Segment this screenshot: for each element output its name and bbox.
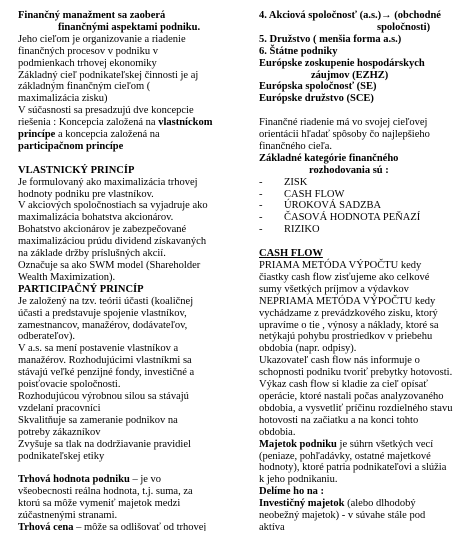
form-statne: 6. Štátne podniky [259, 45, 338, 57]
trhova-cena-term: Trhová cena [18, 521, 74, 531]
intro-line: podmienkach trhovej ekonomiky [18, 57, 157, 69]
koncepcie-bold-participacny: participačnom princípe [18, 140, 124, 152]
intro-title-line1: Finančný manažment sa zaoberá [18, 10, 166, 21]
cashflow-heading: CASH FLOW [259, 248, 323, 260]
investicny-line2: neobežný majetok) - v súvahe stále pod [259, 510, 426, 522]
vlastnicky-line: na základe držby príslušných akcií. [18, 248, 166, 260]
cashflow-line: upravíme o tie , výnosy a náklady, ktoré sa [259, 319, 439, 331]
cashflow-line: netýkajú pohybu prostriedkov v priebehu [259, 331, 433, 343]
form-ezhz: Európske zoskupenie hospodárskych [259, 57, 425, 69]
koncepcie-line [18, 117, 233, 129]
kriteria-item-riziko: - RIZIKO [259, 224, 464, 236]
form-akciova-cont: spoločnosti) [377, 21, 431, 33]
cashflow-line: Výkaz cash flow si kladie za cieľ opísať [259, 379, 428, 391]
vlastnicky-paragraph [18, 177, 233, 284]
kriteria-item-zisk: - ZISK [259, 177, 464, 189]
trhova-hodnota-dash: – je vo [129, 474, 162, 486]
participacny-line: Rozhodujúcou výrobnou silou sa stávajú [18, 390, 189, 402]
right-column [259, 10, 464, 531]
participacny-line: V a.s. sa mení postavenie vlastníkov a [18, 343, 179, 355]
trhova-line: zúčastnenými stranami. [18, 510, 118, 522]
investicny-term: Investičný majetok [259, 498, 345, 510]
cashflow-line: sumy všetkých príjmov a výdavkov [259, 283, 409, 295]
intro-paragraph [18, 34, 233, 153]
participacny-line: manažérov. Rozhodujúcimi vlastníkmi sa [18, 355, 192, 367]
vlastnicky-line: Označuje sa ako SWM model (Shareholder [18, 260, 201, 272]
delime-heading: Delíme ho na : [259, 486, 325, 498]
form-ezhz-cont: záujmov (EZHZ) [311, 69, 389, 81]
investicny-line [259, 498, 464, 510]
cashflow-line: obdobia (napr. odpisy). [259, 343, 357, 355]
kriteria-item-casova: - ČASOVÁ HODNOTA PEŇAZÍ [259, 212, 464, 224]
trhova-cena-rest: – môže sa odlišovať od trhovej [73, 521, 207, 531]
participacny-line: účasti a predstavuje spojenie vlastníkov, [18, 307, 187, 319]
vlastnicky-line: Bohatstvo akcionárov je zabezpečované [18, 224, 187, 236]
majetok-rest: je súhrn všetkých vecí [336, 438, 434, 450]
koncepcie-mid: a koncepcia založená na [55, 129, 160, 141]
vlastnicky-line: Wealth Maximization). [18, 271, 116, 283]
majetok-term: Majetok podniku [259, 438, 337, 450]
intro-line: Jeho cieľom je organizovanie a riadenie [18, 33, 186, 45]
majetok-detail: (peniaze, pohľadávky, ostatné majetkové [259, 450, 431, 462]
aktiva-line: aktíva [259, 521, 285, 531]
majetok-detail: hodnoty), ktoré patria podnikateľovi a slúžia [259, 462, 447, 474]
participacny-paragraph [18, 296, 233, 463]
participacny-line: poisťovacie spoločnosti. [18, 379, 121, 391]
kriteria-item-cashflow: - CASH FLOW [259, 189, 464, 201]
left-column [18, 10, 233, 531]
vlastnicky-line: Je formulovaný ako maximalizácia trhovej [18, 176, 198, 188]
cashflow-line: čiastky cash flow zisťujeme ako celkové [259, 271, 430, 283]
kriteria-heading: Základné kategórie finančného [259, 152, 399, 164]
vlastnicky-heading: VLASTNICKÝ PRINCÍP [18, 164, 135, 176]
cashflow-line: obdobia, a vysvetliť príčinu rozdielného stavu [259, 402, 453, 414]
trhova-line: ktorú sa môže vymeniť majetok medzi [18, 498, 181, 510]
participacny-line: Skvalitňuje sa zameranie podnikov na [18, 414, 178, 426]
cashflow-line: Ukazovateľ cash flow nás informuje o [259, 355, 420, 367]
vlastnicky-line: maximalizáciou prúdu dividend získavaných [18, 236, 207, 248]
koncepcie-prefix: riešenia : Koncepcia založená na [18, 117, 159, 129]
vlastnicky-line: V akciových spoločnostiach sa vyjadruje ako [18, 200, 208, 212]
cashflow-line: operácie, ktoré nastali počas analyzovaného [259, 390, 444, 402]
koncepcie-bold-vlastnicky: vlastníckom [158, 117, 213, 129]
majetok-detail: k jeho podnikaniu. [259, 474, 338, 486]
cashflow-paragraph [259, 260, 464, 439]
intro-line: Základný cieľ podnikateľskej činnosti je aj [18, 69, 199, 81]
trhova-hodnota-term: Trhová hodnota podniku [18, 474, 130, 486]
participacny-heading: PARTICIPAČNÝ PRINCÍP [18, 283, 144, 295]
participacny-line: vzdelaní pracovníci [18, 402, 101, 414]
participacny-line: odberateľov). [18, 331, 76, 343]
majetok-line [259, 439, 464, 451]
cashflow-line: PRIAMA METÓDA VÝPOČTU kedy [259, 260, 422, 271]
participacny-line: podnikateľskej etiky [18, 450, 105, 462]
form-sce: Európske družstvo (SCE) [259, 93, 374, 105]
cashflow-line: hotovosti na začiatku a na konci tohto [259, 414, 419, 426]
participacny-line: stávajú veľké penzijné fondy, investičné a [18, 367, 195, 379]
participacny-line: potreby zákazníkov [18, 426, 101, 438]
intro-line: základným finančným cieľom ( [18, 81, 151, 93]
riadenie-line: Finančné riadenie má vo svojej cieľovej [259, 117, 428, 129]
form-se: Európska spoločnosť (SE) [259, 81, 377, 93]
riadenie-line: finančného cieľa. [259, 140, 333, 152]
intro-line: V súčasnosti sa presadzujú dve koncepcie [18, 105, 194, 117]
intro-line: maximalizácia zisku) [18, 93, 108, 105]
participacny-line: Je založený na tzv. teórii účasti (koaličnej [18, 295, 194, 307]
riadenie-line: orientácii hľadať spôsoby čo najlepšieho [259, 129, 430, 141]
koncepcie-line [18, 129, 233, 141]
trhova-cena-line [18, 522, 233, 531]
kriteria-list [259, 177, 464, 237]
trhova-hodnota-line [18, 474, 233, 486]
intro-line: finančných procesov v podniku v [18, 45, 158, 57]
cashflow-line: obdobia. [259, 426, 296, 438]
vlastnicky-line: maximalizácia bohatstva akcionárov. [18, 212, 174, 224]
cashflow-line: NEPRIAMA METÓDA VÝPOČTU kedy [259, 295, 436, 307]
koncepcie-bold-principe: princípe [18, 129, 56, 141]
vlastnicky-line: hodnoty podniku pre vlastníkov. [18, 188, 154, 200]
riadenie-paragraph [259, 117, 464, 153]
form-druzstvo: 5. Družstvo ( menšia forma a.s.) [259, 33, 402, 45]
investicny-rest: (alebo dlhodobý [344, 498, 416, 510]
participacny-line: Zvyšuje sa tlak na dodržiavanie pravidiel [18, 438, 191, 450]
participacny-line: zamestnancov, manažérov, dodávateľov, [18, 319, 188, 331]
cashflow-line: schopnosti podniku tvoriť prebytky hotovosti. [259, 367, 453, 379]
kriteria-item-urok: - ÚROKOVÁ SADZBA [259, 200, 464, 212]
form-akciova: 4. Akciová spoločnosť (a.s.)→ (obchodné [259, 10, 441, 21]
kriteria-heading-cont: rozhodovania sú : [309, 164, 389, 176]
intro-title-line2: finančnými aspektami podniku. [58, 21, 201, 33]
cashflow-line: vychádzame z prevádzkového zisku, ktorý [259, 307, 438, 319]
trhova-line: všeobecnosti reálna hodnota, t.j. suma, za [18, 486, 193, 498]
